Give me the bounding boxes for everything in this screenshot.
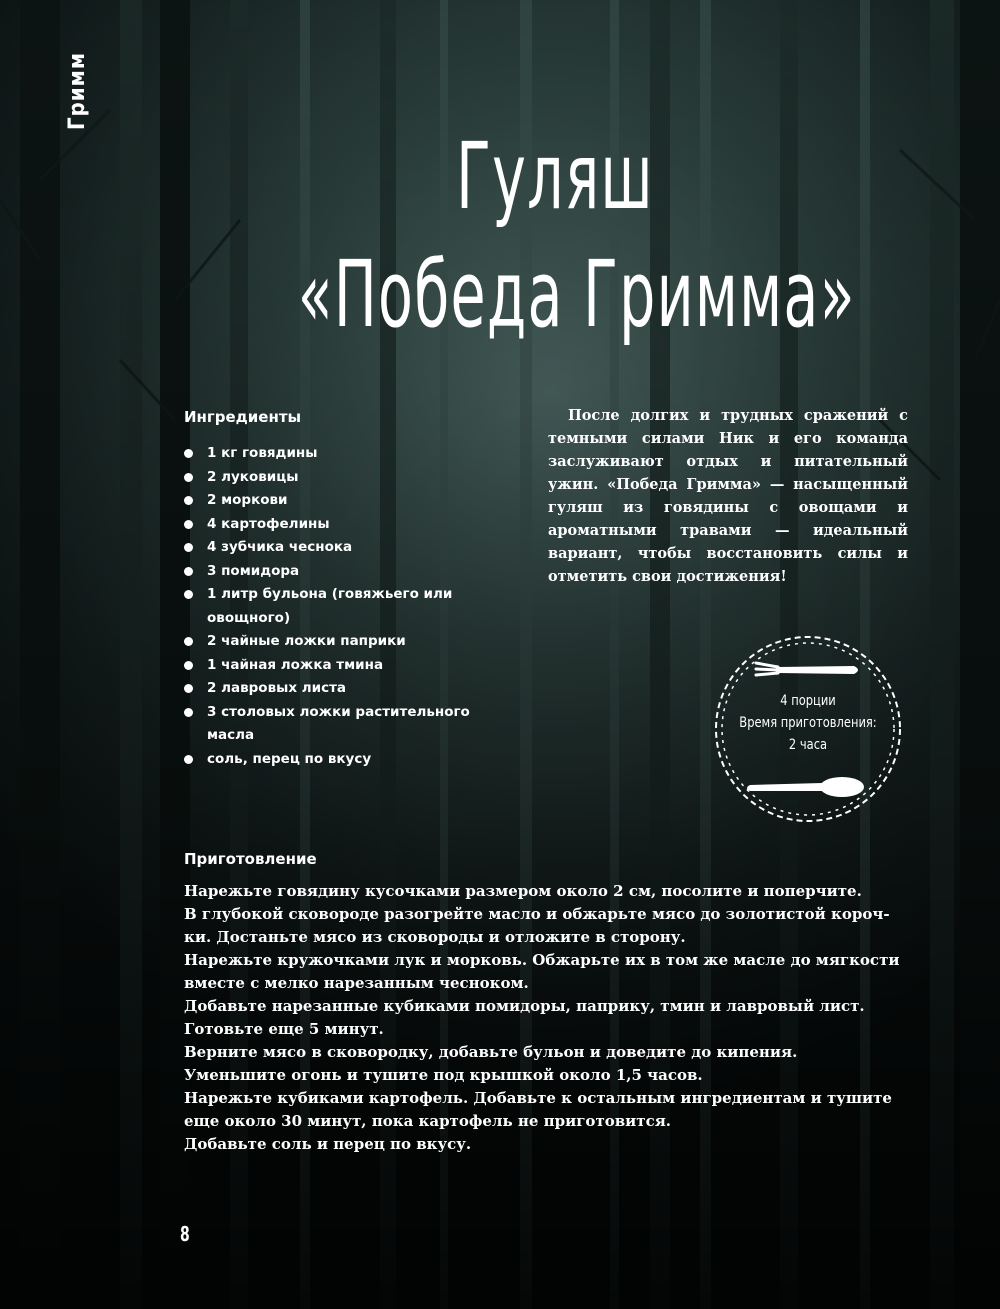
cook-time-label: Время приготовления: — [739, 715, 877, 731]
ingredient-item: 1 кг говядины — [184, 442, 484, 466]
servings-text: 4 порции — [780, 693, 836, 709]
preparation-line: еще около 30 минут, пока картофель не приготовится. — [184, 1112, 672, 1130]
preparation-line: Уменьшите огонь и тушите под крышкой около 1,5 часов. — [184, 1066, 703, 1084]
preparation-heading: Приготовление — [184, 850, 317, 868]
cook-time-value: 2 часа — [788, 737, 828, 753]
page-number: 8 — [180, 1222, 190, 1246]
ingredient-item: 3 помидора — [184, 560, 484, 584]
ingredient-item: 2 луковицы — [184, 466, 484, 490]
ingredient-item: 4 зубчика чеснока — [184, 536, 484, 560]
ingredients-list — [184, 442, 484, 771]
ingredient-item: 4 картофелины — [184, 513, 484, 537]
ingredient-item: 2 чайные ложки паприки — [184, 630, 484, 654]
preparation-line: В глубокой сковороде разогрейте масло и обжарьте мясо до золотистой короч- — [184, 905, 890, 923]
preparation-line: Добавьте соль и перец по вкусу. — [184, 1135, 472, 1153]
preparation-line: Готовьте еще 5 минут. — [184, 1020, 384, 1038]
spoon-icon — [747, 777, 864, 797]
ingredients-heading: Ингредиенты — [184, 408, 302, 426]
ingredient-item: 2 лавровых листа — [184, 677, 484, 701]
intro-paragraph: После долгих и трудных сражений с темными силами Ник и его команда заслуживают отдых и питательный ужин. «Победа Гримма» — насыщенный гуляш из говядины с овощами и ароматными травами — идеальный вариант, чтобы восстановить силы и отметить свои достижения! — [548, 407, 908, 585]
recipe-title — [297, 118, 856, 354]
ingredient-item: соль, перец по вкусу — [184, 748, 484, 772]
ingredient-item: 2 моркови — [184, 489, 484, 513]
preparation-line: ки. Достаньте мясо из сковороды и отложите в сторону. — [184, 928, 686, 946]
preparation-line: вместе с мелко нарезанным чесноком. — [184, 974, 529, 992]
ingredient-item: 3 столовых ложки растительного масла — [184, 701, 484, 748]
preparation-line: Нарежьте кубиками картофель. Добавьте к остальным ингредиентам и тушите — [184, 1089, 892, 1107]
preparation-line: Нарежьте кружочками лук и морковь. Обжарьте их в том же масле до мягкости — [184, 951, 900, 969]
ingredient-item: 1 чайная ложка тмина — [184, 654, 484, 678]
preparation-line: Добавьте нарезанные кубиками помидоры, паприку, тмин и лавровый лист. — [184, 997, 865, 1015]
title-line-1: Гуляш — [456, 123, 654, 230]
side-label: Гримм — [65, 51, 90, 130]
preparation-line: Нарежьте говядину кусочками размером около 2 см, посолите и поперчите. — [184, 882, 862, 900]
title-line-2: «Победа Гримма» — [297, 241, 856, 348]
ingredient-item: 1 литр бульона (говяжьего или овощного) — [184, 583, 484, 630]
preparation-line: Верните мясо в сковородку, добавьте бульон и доведите до кипения. — [184, 1043, 798, 1061]
badge-text — [723, 690, 894, 756]
preparation-text — [184, 880, 914, 1156]
fork-icon — [756, 663, 858, 675]
